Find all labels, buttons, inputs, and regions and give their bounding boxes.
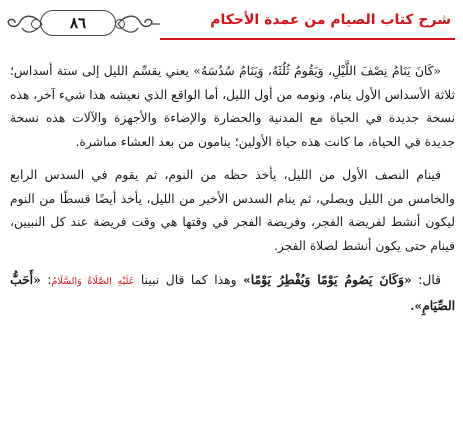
honorific-phrase: عَلَيْهِ الصَّلَاةُ وَالسَّلَامُ: [51, 276, 135, 287]
header-divider: [160, 38, 455, 40]
page-body: [10, 60, 455, 328]
hadith-quote: «وَكَانَ يَصُومُ يَوْمًا وَيُفْطِرُ يَوْمًا»: [243, 272, 412, 287]
paragraph-2: [10, 164, 455, 258]
page-number: ٨٦: [69, 14, 87, 32]
page-header: [0, 0, 463, 50]
paragraph-text: يعني يقسِّم الليل إلى ستة أسداس؛ ثلاثة الأسداس الأول ينام، ونومه من أول الليل، أما الواقع الذي نعيشه هذا شيء آخر، هذه نسخة جديدة في الحياة مع المدنية والحضارة والإضاءة والأجهزة والآلات هذه نسخة جديدة في الحياة، ما كانت هذه حياة الأولين؛ ينامون من بعد العشاء مباشرة.: [10, 64, 455, 149]
hadith-quote: «كَانَ يَنَامُ نِصْفَ اللَّيْلِ، وَيَقُومُ ثُلُثَهُ، وَيَنَامُ سُدُسَهُ»: [193, 64, 441, 78]
paragraph-1: [10, 60, 455, 154]
ornament-right-icon: [116, 10, 160, 38]
book-title: شرح كتاب الصيام من عمدة الأحكام: [210, 12, 451, 28]
page-number-frame: [40, 10, 116, 36]
colon: :: [47, 273, 52, 287]
paragraph-text: وهذا كما قال نبينا: [140, 273, 237, 287]
final-quote: «أَحَبُّ الصِّيَامِ».: [10, 272, 455, 313]
paragraph-3: [10, 268, 455, 318]
paragraph-text: فينام النصف الأول من الليل، يأخذ حظه من النوم، ثم يقوم في السدس الرابع والخامس من الليل ويصلي، ثم ينام السدس الأخير من الليل، يأخذ أيضًا قسطًا من النوم ليكون أنشط لفريضة الفجر، وفريضة الفجر في وقتها هي وقت فريضة عند كل النبيين، فينام حتى يكون أنشط لصلاة الفجر.: [10, 168, 455, 253]
lead-word: قال:: [418, 273, 441, 287]
